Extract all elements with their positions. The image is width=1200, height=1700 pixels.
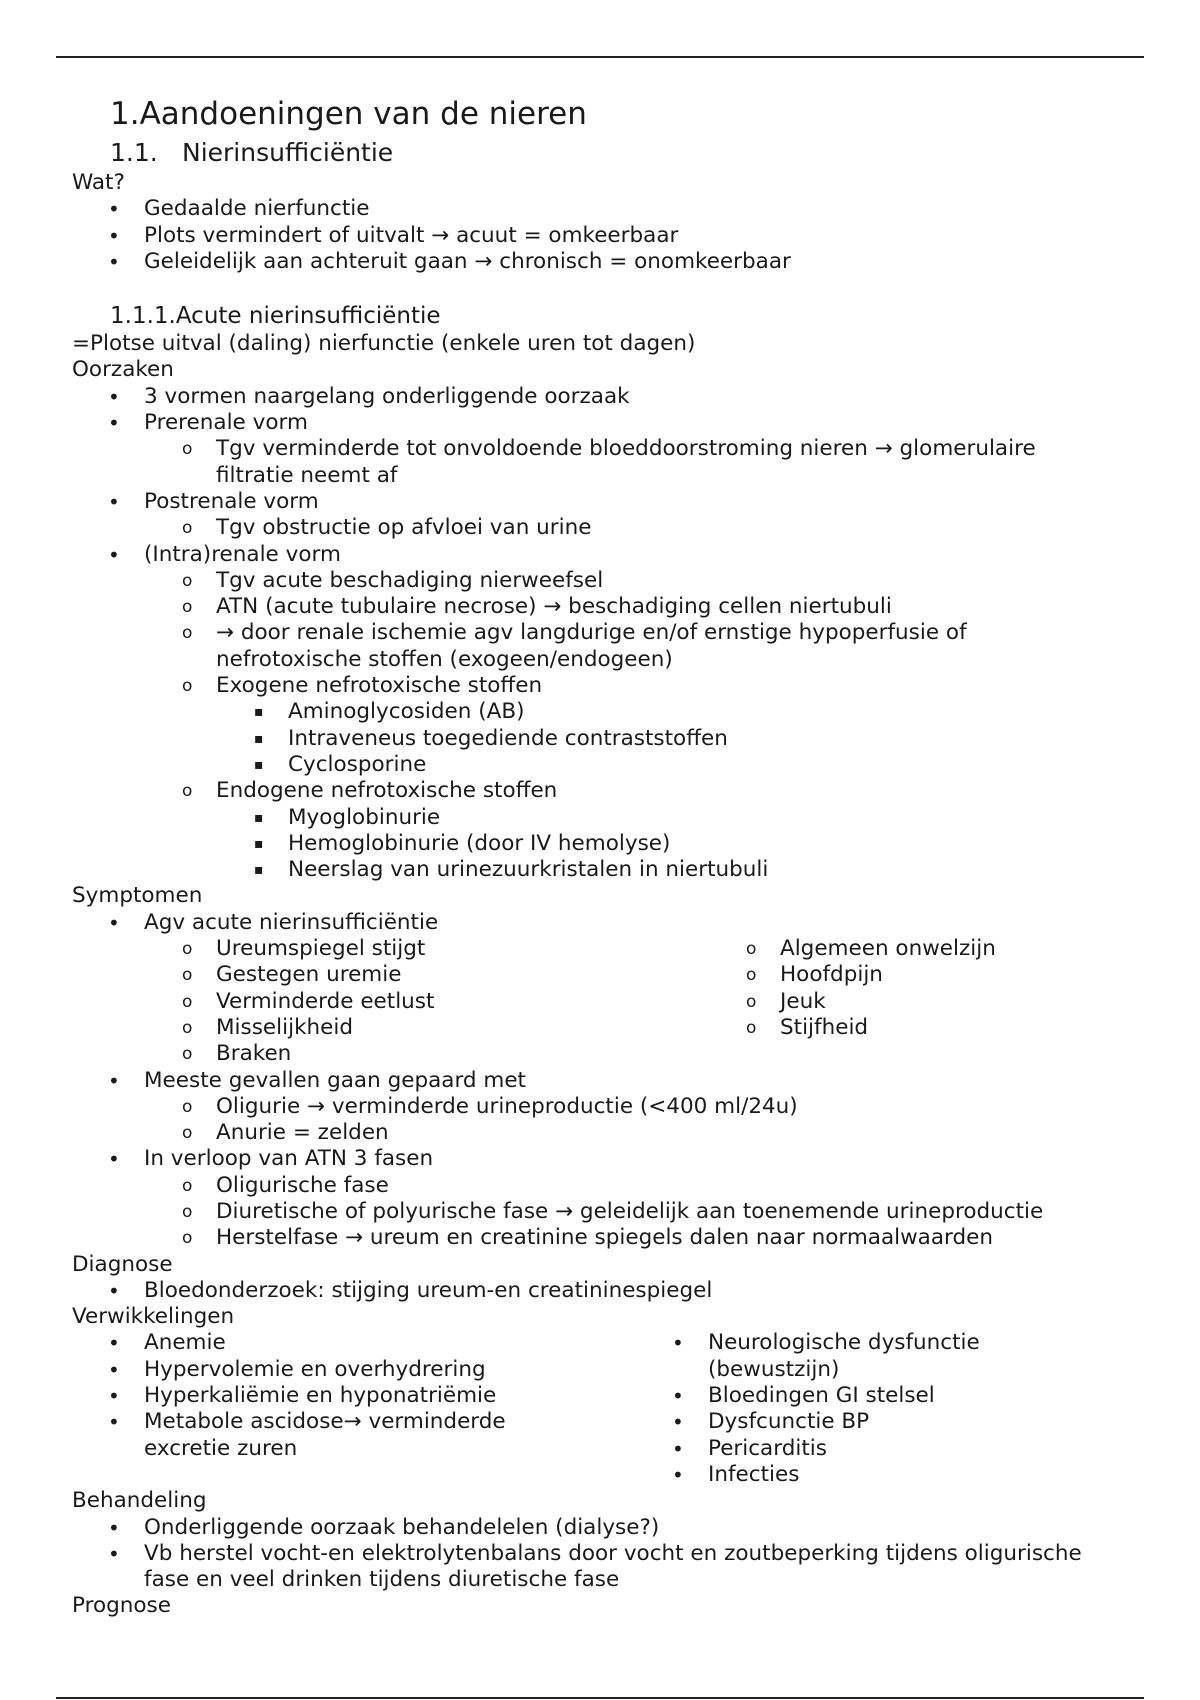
list-item: • Postrenale vorm	[108, 488, 319, 514]
symptomen-label: Symptomen	[72, 883, 203, 909]
list-item: • Gedaalde nierfunctie	[108, 196, 370, 222]
list-item: ▪ Myoglobinurie	[254, 804, 441, 830]
oorzaken-label: Oorzaken	[72, 357, 174, 383]
list-item: o Oligurische fase	[182, 1172, 389, 1198]
subsection-title: Acute nierinsufficiëntie	[175, 303, 441, 330]
list-item: • Plots vermindert of uitvalt → acuut = omkeerbaar	[108, 222, 679, 248]
list-item: ▪ Neerslag van urinezuurkristalen in niertubuli	[254, 857, 769, 883]
list-item-continuation: excretie zuren	[144, 1435, 298, 1461]
list-item-continuation: (bewustzijn)	[708, 1356, 840, 1382]
list-item: • Neurologische dysfunctie	[672, 1330, 980, 1356]
list-item: • Hyperkaliëmie en hyponatriëmie	[108, 1383, 497, 1409]
list-item: o Ureumspiegel stijgt	[182, 936, 426, 962]
chapter-title: Aandoeningen van de nieren	[139, 96, 587, 132]
definition: =Plotse uitval (daling) nierfunctie (enkele uren tot dagen)	[72, 331, 696, 357]
chapter-heading	[72, 92, 1152, 136]
list-item: o Anurie = zelden	[182, 1120, 389, 1146]
list-item-continuation: filtratie neemt af	[216, 462, 398, 488]
behandeling-label: Behandeling	[72, 1488, 207, 1514]
list-item: • In verloop van ATN 3 fasen	[108, 1146, 434, 1172]
footer-rule	[56, 1697, 1144, 1699]
list-item: ▪ Hemoglobinurie (door IV hemolyse)	[254, 830, 671, 856]
list-item: o Braken	[182, 1041, 292, 1067]
list-item: o ATN (acute tubulaire necrose) → beschadiging cellen niertubuli	[182, 594, 892, 620]
list-item: o Exogene nefrotoxische stoffen	[182, 673, 543, 699]
list-item: ▪ Cyclosporine	[254, 751, 427, 777]
section-number: 1.1.	[110, 138, 158, 167]
diagnose-label: Diagnose	[72, 1251, 173, 1277]
header-rule	[56, 56, 1144, 58]
list-item: • (Intra)renale vorm	[108, 541, 341, 567]
list-item: o Misselijkheid	[182, 1014, 353, 1040]
list-item: o Tgv verminderde tot onvoldoende bloeddoorstroming nieren → glomerulaire	[182, 436, 1036, 462]
list-item: • Hypervolemie en overhydrering	[108, 1356, 486, 1382]
list-item: • Agv acute nierinsufficiëntie	[108, 909, 439, 935]
list-item: ▪ Intraveneus toegediende contraststoffen	[254, 725, 728, 751]
list-item: • Dysfcunctie BP	[672, 1409, 870, 1435]
list-item-continuation: nefrotoxische stoffen (exogeen/endogeen)	[216, 646, 673, 672]
list-item: • Meeste gevallen gaan gepaard met	[108, 1067, 526, 1093]
wat-label: Wat?	[72, 170, 125, 195]
list-item: ▪ Aminoglycosiden (AB)	[254, 699, 525, 725]
list-item: • Vb herstel vocht-en elektrolytenbalans door vocht en zoutbeperking tijdens oligurische	[108, 1540, 1082, 1566]
list-item: • Bloedingen GI stelsel	[672, 1383, 935, 1409]
list-item: o Stijfheid	[746, 1014, 869, 1040]
list-item: • Prerenale vorm	[108, 410, 308, 436]
list-item: o Oligurie → verminderde urineproductie (<400 ml/24u)	[182, 1093, 798, 1119]
list-item: o Jeuk	[746, 988, 826, 1014]
list-item: o Diuretische of polyurische fase → geleidelijk aan toenemende urineproductie	[182, 1199, 1044, 1224]
chapter-number: 1.	[110, 96, 140, 132]
list-item: • Onderliggende oorzaak behandelelen (dialyse?)	[108, 1514, 660, 1540]
list-item: • Infecties	[672, 1461, 800, 1487]
list-item: o Algemeen onwelzijn	[746, 936, 996, 962]
section-title: Nierinsufficiëntie	[182, 138, 394, 167]
subsection-number: 1.1.1.	[110, 303, 176, 330]
list-item: o Gestegen uremie	[182, 962, 402, 988]
subsection-heading	[72, 301, 1152, 331]
list-item-continuation: fase en veel drinken tijdens diuretische fase	[144, 1567, 620, 1593]
list-item: o Tgv obstructie op afvloei van urine	[182, 515, 592, 541]
list-item: • Anemie	[108, 1330, 226, 1356]
complication-columns	[72, 1330, 1152, 1488]
list-item: o Verminderde eetlust	[182, 988, 435, 1014]
list-item: • Pericarditis	[672, 1435, 827, 1461]
symptom-columns	[72, 936, 1152, 1068]
list-item: o Hoofdpijn	[746, 962, 883, 988]
list-item: • Geleidelijk aan achteruit gaan → chronisch = onomkeerbaar	[108, 248, 791, 274]
list-item: o Herstelfase → ureum en creatinine spiegels dalen naar normaalwaarden	[182, 1225, 993, 1251]
document-body	[72, 92, 1152, 1620]
list-item: • Bloedonderzoek: stijging ureum-en creatininespiegel	[108, 1277, 713, 1303]
section-heading	[72, 136, 1152, 170]
list-item: • Metabole ascidose→ verminderde	[108, 1409, 506, 1435]
verwikkelingen-label: Verwikkelingen	[72, 1304, 235, 1330]
list-item: o Endogene nefrotoxische stoffen	[182, 778, 558, 804]
list-item: o → door renale ischemie agv langdurige en/of ernstige hypoperfusie of	[182, 620, 967, 646]
list-item: • 3 vormen naargelang onderliggende oorzaak	[108, 383, 630, 409]
prognose-label: Prognose	[72, 1593, 171, 1619]
list-item: o Tgv acute beschadiging nierweefsel	[182, 567, 604, 593]
